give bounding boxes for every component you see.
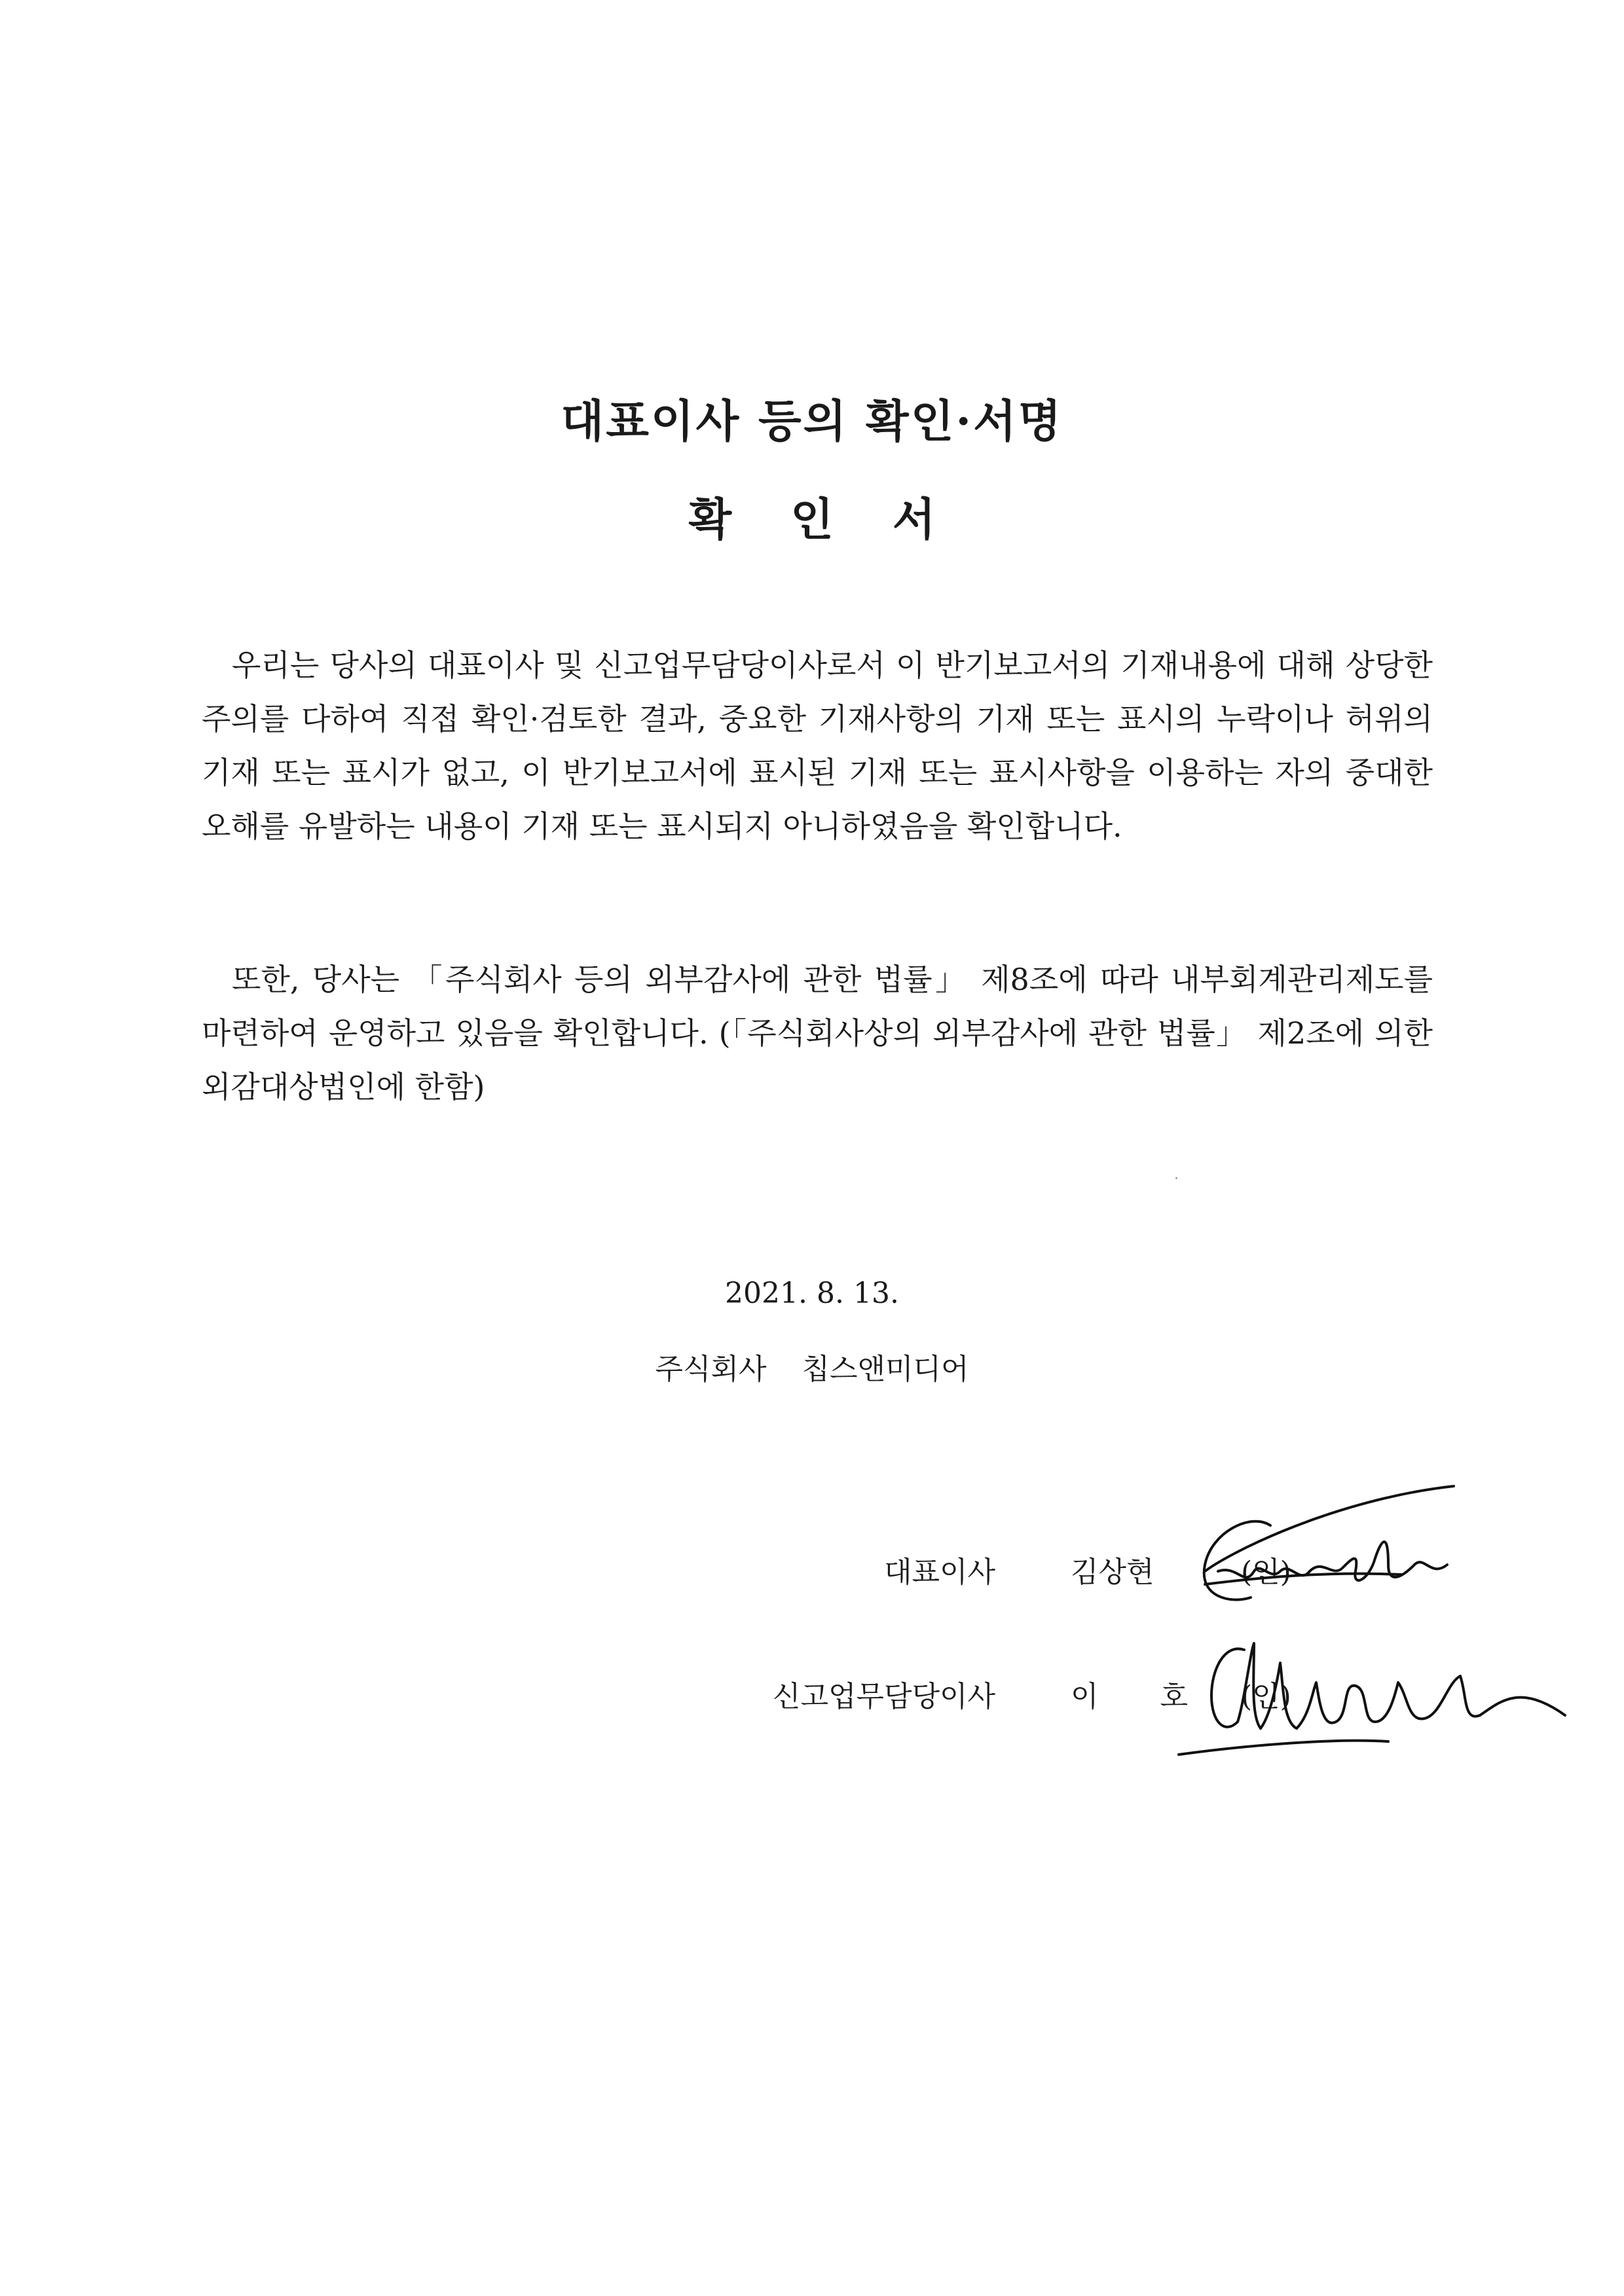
confirmation-paragraph: 우리는 당사의 대표이사 및 신고업무담당이사로서 이 반기보고서의 기재내용에 대해 상당한 주의를 다하여 직접 확인·검토한 결과, 중요한 기재사항의 기재 또는 표시의 누락이나 허위의 기재 또는 표시가 없고, 이 반기보고서에 표시된 기재 또는 표시사항을 이용하는 자의 중대한 오해를 유발하는 내용이 기재 또는 표시되지 아니하였음을 확인합니다. — [202, 647, 1433, 844]
document-subtitle: 확인서 — [688, 494, 995, 546]
reporting-director-signature — [1172, 1624, 1578, 1768]
ceo-signature — [1192, 1473, 1467, 1630]
signatory-role-reporting-director: 신고업무담당이사 — [772, 1680, 995, 1713]
seal-mark-ceo: (인) — [1241, 1556, 1291, 1589]
internal-control-paragraph: 또한, 당사는 「주식회사 등의 외부감사에 관한 법률」 제8조에 따라 내부회계관리제도를 마련하여 운영하고 있음을 확인합니다. (「주식회사상의 외부감사에 관한 법률」 제2조에 의한 외감대상법인에 한함) — [202, 962, 1433, 1104]
document-title: 대표이사 등의 확인·서명 — [561, 395, 1063, 448]
company-name: 주식회사 칩스앤미디어 — [655, 1353, 969, 1386]
signatory-name-ceo: 김상현 — [1071, 1556, 1154, 1589]
signatory-role-ceo: 대표이사 — [883, 1556, 995, 1589]
seal-mark-reporting-director: (인) — [1241, 1680, 1291, 1713]
scan-speck — [1175, 1177, 1177, 1179]
document-date: 2021. 8. 13. — [725, 1277, 899, 1310]
signatory-name-reporting-director: 이 호 — [1071, 1680, 1214, 1713]
